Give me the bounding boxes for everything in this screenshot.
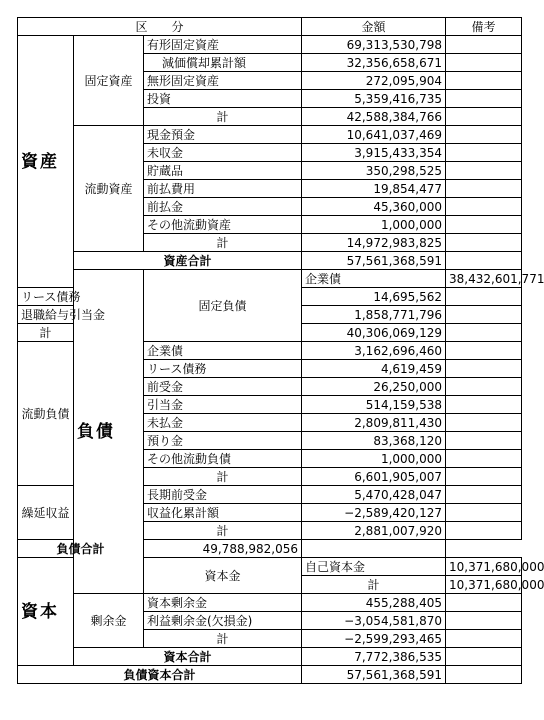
item-value: 10,371,680,000 — [446, 558, 522, 576]
item-label: 引当金 — [144, 396, 302, 414]
group-current-assets: 流動資産 — [74, 126, 144, 252]
assets-total-value: 57,561,368,591 — [302, 252, 446, 270]
table-row — [18, 594, 522, 612]
liabilities-total-label: 負債合計 — [18, 540, 144, 558]
group-capital-stock: 資本金 — [144, 558, 302, 594]
item-value: 1,858,771,796 — [302, 306, 446, 324]
item-label: その他流動負債 — [144, 450, 302, 468]
header-amount: 金額 — [302, 18, 446, 36]
group-current-liabilities: 流動負債 — [18, 342, 74, 486]
item-label: リース債務 — [18, 288, 74, 306]
item-value: 4,619,459 — [302, 360, 446, 378]
item-value: 14,695,562 — [302, 288, 446, 306]
item-note — [446, 468, 522, 486]
item-label: リース債務 — [144, 360, 302, 378]
subtotal-value: 40,306,069,129 — [302, 324, 446, 342]
item-value: 514,159,538 — [302, 396, 446, 414]
item-note — [446, 504, 522, 522]
item-value: 32,356,658,671 — [302, 54, 446, 72]
item-label: 減価償却累計額 — [144, 54, 302, 72]
item-note — [446, 360, 522, 378]
item-value: 1,000,000 — [302, 216, 446, 234]
item-note — [446, 612, 522, 630]
item-note — [446, 108, 522, 126]
item-label: その他流動資産 — [144, 216, 302, 234]
header-notes: 備考 — [446, 18, 522, 36]
item-note — [446, 126, 522, 144]
section-capital: 資本 — [18, 558, 74, 666]
subtotal-label: 計 — [302, 576, 446, 594]
balance-sheet-table — [17, 17, 544, 684]
subtotal-label: 計 — [144, 468, 302, 486]
subtotal-label: 計 — [144, 630, 302, 648]
item-label: 前払費用 — [144, 180, 302, 198]
item-label: 企業債 — [144, 342, 302, 360]
item-note — [446, 486, 522, 504]
item-value: −2,589,420,127 — [302, 504, 446, 522]
subtotal-value: 2,881,007,920 — [302, 522, 446, 540]
item-note — [446, 594, 522, 612]
item-note — [446, 288, 522, 306]
item-value: 38,432,601,771 — [446, 270, 522, 288]
item-label: 有形固定資産 — [144, 36, 302, 54]
table-row — [18, 126, 522, 144]
total-row — [18, 252, 522, 270]
item-value: 45,360,000 — [302, 198, 446, 216]
grand-total-label: 負債資本合計 — [18, 666, 302, 684]
subtotal-value: −2,599,293,465 — [302, 630, 446, 648]
item-label: 資本剰余金 — [144, 594, 302, 612]
group-deferred-revenue: 繰延収益 — [18, 486, 74, 540]
item-label: 長期前受金 — [144, 486, 302, 504]
subtotal-value: 6,601,905,007 — [302, 468, 446, 486]
capital-total-label: 資本合計 — [74, 648, 302, 666]
subtotal-value: 14,972,983,825 — [302, 234, 446, 252]
header-row — [18, 18, 522, 36]
item-label: 預り金 — [144, 432, 302, 450]
total-row — [18, 648, 522, 666]
grand-total-row — [18, 666, 522, 684]
item-note — [446, 432, 522, 450]
liabilities-total-value: 49,788,982,056 — [144, 540, 302, 558]
item-note — [446, 72, 522, 90]
capital-total-value: 7,772,386,535 — [302, 648, 446, 666]
subtotal-label: 計 — [18, 324, 74, 342]
group-surplus: 剰余金 — [74, 594, 144, 648]
group-fixed-liabilities: 固定負債 — [144, 270, 302, 342]
section-liabilities: 負債 — [74, 270, 144, 594]
item-label: 収益化累計額 — [144, 504, 302, 522]
item-label: 未収金 — [144, 144, 302, 162]
item-value: 69,313,530,798 — [302, 36, 446, 54]
header-category: 区 分 — [18, 18, 302, 36]
subtotal-label: 計 — [144, 108, 302, 126]
item-note — [446, 378, 522, 396]
item-note — [446, 198, 522, 216]
item-value: 26,250,000 — [302, 378, 446, 396]
item-value: 19,854,477 — [302, 180, 446, 198]
subtotal-label: 計 — [144, 234, 302, 252]
section-assets: 資産 — [18, 36, 74, 288]
item-note — [446, 342, 522, 360]
item-label: 投資 — [144, 90, 302, 108]
item-value: 83,368,120 — [302, 432, 446, 450]
item-note — [446, 216, 522, 234]
item-note — [446, 252, 522, 270]
item-note — [446, 234, 522, 252]
item-value: −3,054,581,870 — [302, 612, 446, 630]
assets-total-label: 資産合計 — [74, 252, 302, 270]
item-note — [446, 666, 522, 684]
item-note — [446, 306, 522, 324]
table-row — [18, 270, 522, 288]
subtotal-label: 計 — [144, 522, 302, 540]
group-fixed-assets: 固定資産 — [74, 36, 144, 126]
item-label: 現金預金 — [144, 126, 302, 144]
item-value: 3,162,696,460 — [302, 342, 446, 360]
item-value: 1,000,000 — [302, 450, 446, 468]
item-note — [446, 324, 522, 342]
item-note — [302, 540, 446, 558]
item-value: 272,095,904 — [302, 72, 446, 90]
item-value: 10,641,037,469 — [302, 126, 446, 144]
item-note — [446, 630, 522, 648]
item-note — [446, 54, 522, 72]
item-note — [446, 396, 522, 414]
table-row — [18, 36, 522, 54]
item-label: 無形固定資産 — [144, 72, 302, 90]
item-label: 自己資本金 — [302, 558, 446, 576]
item-label: 未払金 — [144, 414, 302, 432]
item-note — [446, 162, 522, 180]
item-value: 5,470,428,047 — [302, 486, 446, 504]
item-label: 利益剰余金(欠損金) — [144, 612, 302, 630]
item-label: 前払金 — [144, 198, 302, 216]
item-label: 退職給与引当金 — [18, 306, 74, 324]
subtotal-value: 10,371,680,000 — [446, 576, 522, 594]
item-note — [446, 522, 522, 540]
item-value: 5,359,416,735 — [302, 90, 446, 108]
item-value: 350,298,525 — [302, 162, 446, 180]
item-label: 貯蔵品 — [144, 162, 302, 180]
item-note — [446, 180, 522, 198]
grand-total-value: 57,561,368,591 — [302, 666, 446, 684]
item-note — [446, 450, 522, 468]
item-note — [446, 144, 522, 162]
item-note — [446, 414, 522, 432]
item-note — [446, 36, 522, 54]
item-value: 2,809,811,430 — [302, 414, 446, 432]
item-value: 455,288,405 — [302, 594, 446, 612]
subtotal-value: 42,588,384,766 — [302, 108, 446, 126]
item-note — [446, 648, 522, 666]
item-note — [446, 90, 522, 108]
item-label: 前受金 — [144, 378, 302, 396]
item-value: 3,915,433,354 — [302, 144, 446, 162]
total-row — [18, 540, 522, 558]
item-label: 企業債 — [302, 270, 446, 288]
